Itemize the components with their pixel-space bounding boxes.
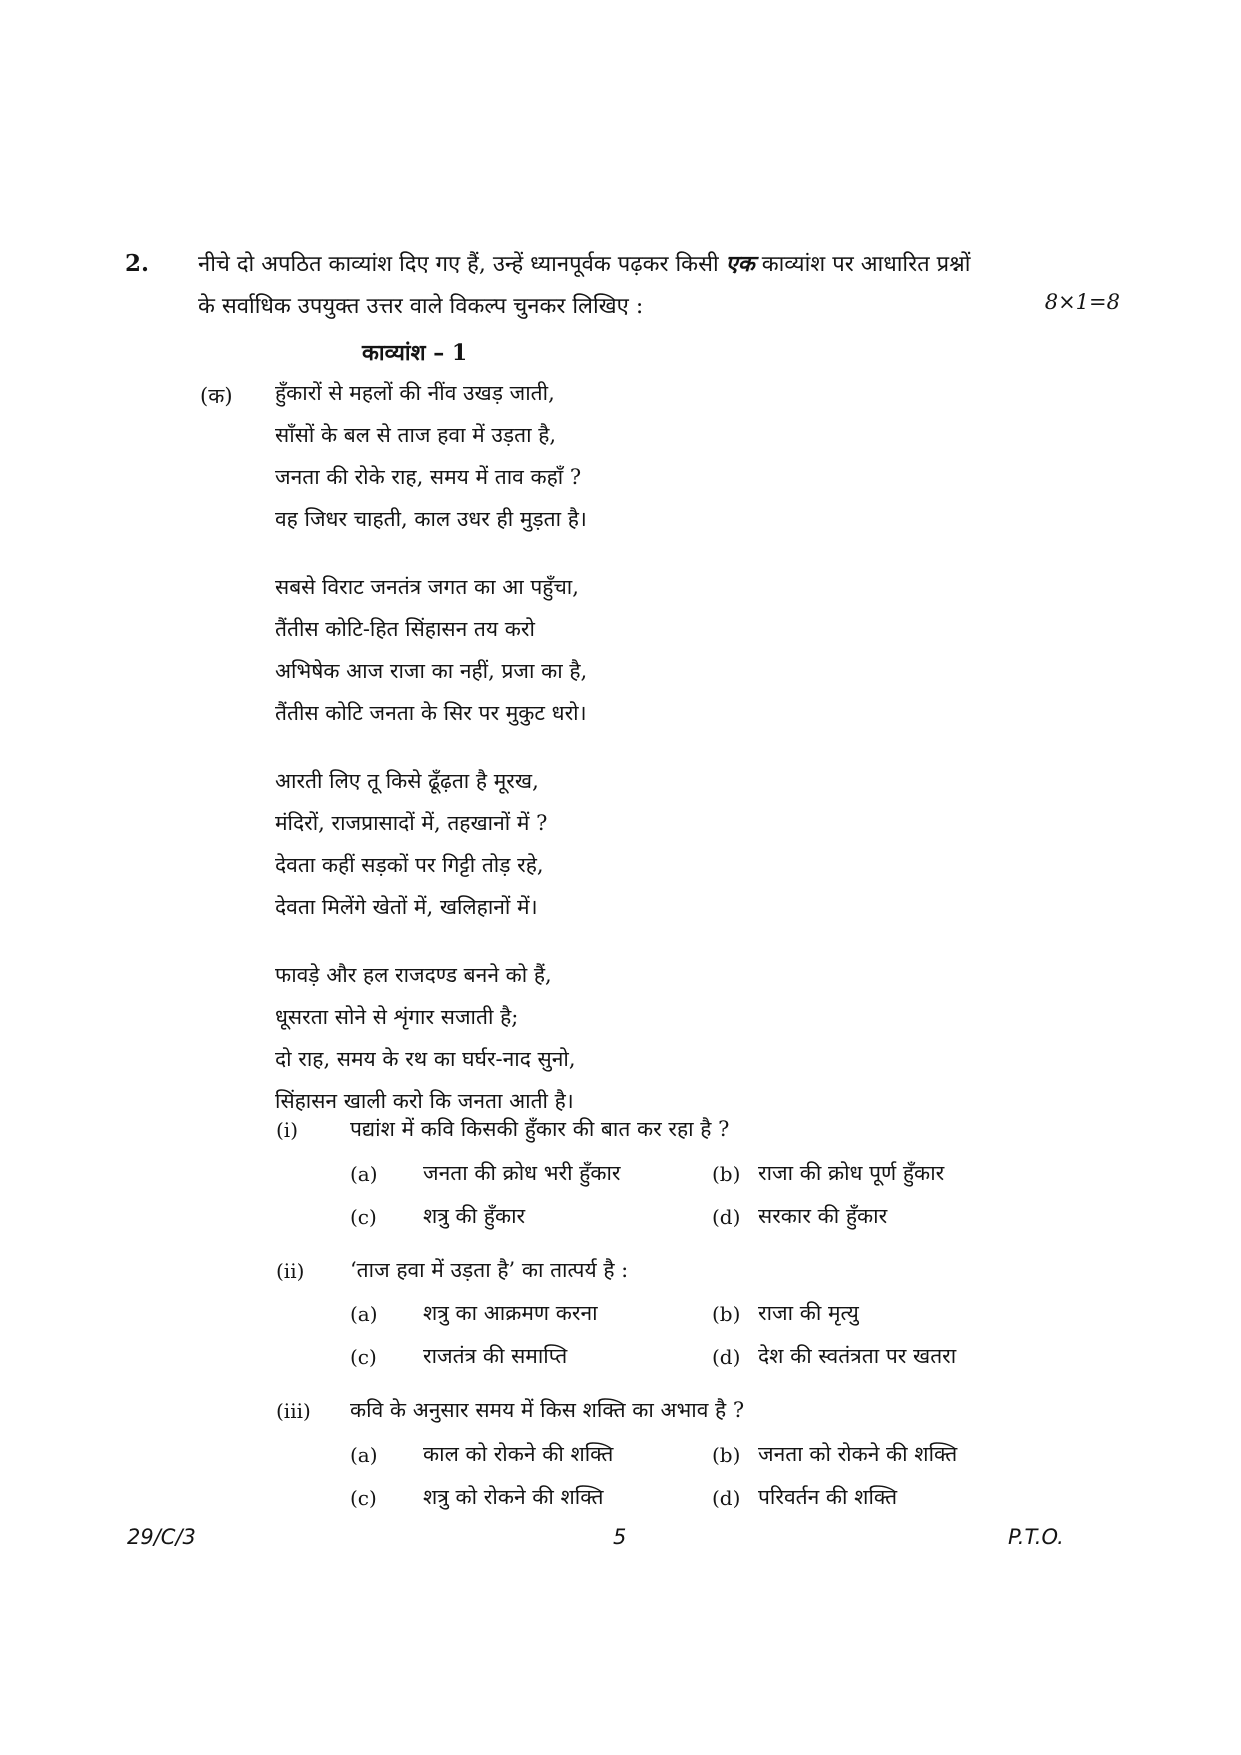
instruction-text-1: नीचे दो अपठित काव्यांश दिए गए हैं, उन्हें ध्यानपूर्वक पढ़कर किसी bbox=[198, 252, 726, 277]
instruction-line-2: के सर्वाधिक उपयुक्त उत्तर वाले विकल्प चुनकर लिखिए : bbox=[198, 294, 644, 319]
option-label: (d) bbox=[712, 1205, 741, 1229]
question-text: पद्यांश में कवि किसकी हुँकार की बात कर रहा है ? bbox=[350, 1117, 730, 1141]
question-text: कवि के अनुसार समय में किस शक्ति का अभाव है ? bbox=[350, 1398, 745, 1422]
option-label: (c) bbox=[350, 1486, 377, 1510]
question-text: ‘ताज हवा में उड़ता है’ का तात्पर्य है : bbox=[350, 1258, 629, 1282]
poem-line: फावड़े और हल राजदण्ड बनने को हैं, bbox=[275, 963, 552, 987]
poem-stanza bbox=[275, 760, 587, 928]
option-text: देश की स्वतंत्रता पर खतरा bbox=[758, 1344, 957, 1368]
option-text: काल को रोकने की शक्ति bbox=[423, 1442, 614, 1466]
option-label: (d) bbox=[712, 1345, 741, 1369]
question-label: (ii) bbox=[276, 1259, 305, 1283]
poem-line: आरती लिए तू किसे ढूँढ़ता है मूरख, bbox=[275, 769, 539, 793]
option-label: (c) bbox=[350, 1205, 377, 1229]
section-heading: काव्यांश – 1 bbox=[362, 340, 468, 366]
poem-stanza bbox=[275, 954, 587, 1122]
poem-line: धूसरता सोने से शृंगार सजाती है; bbox=[275, 1005, 519, 1029]
poem-line: दो राह, समय के रथ का घर्घर-नाद सुनो, bbox=[275, 1047, 576, 1071]
option-text: सरकार की हुँकार bbox=[758, 1204, 888, 1228]
poem-line: जनता की रोके राह, समय में ताव कहाँ ? bbox=[275, 465, 582, 489]
option-text: शत्रु का आक्रमण करना bbox=[423, 1301, 598, 1325]
poem-line: देवता कहीं सड़कों पर गिट्टी तोड़ रहे, bbox=[275, 853, 544, 877]
poem-line: वह जिधर चाहती, काल उधर ही मुड़ता है। bbox=[275, 507, 587, 531]
question-number: 2. bbox=[125, 250, 150, 277]
poem-line: सबसे विराट जनतंत्र जगत का आ पहुँचा, bbox=[275, 575, 579, 599]
poem-line: देवता मिलेंगे खेतों में, खलिहानों में। bbox=[275, 895, 538, 919]
poem-line: तैंतीस कोटि जनता के सिर पर मुकुट धरो। bbox=[275, 701, 587, 725]
option-label: (b) bbox=[712, 1302, 741, 1326]
option-text: राजा की क्रोध पूर्ण हुँकार bbox=[758, 1161, 945, 1185]
poem-line: अभिषेक आज राजा का नहीं, प्रजा का है, bbox=[275, 659, 588, 683]
subpart-label: (क) bbox=[200, 384, 233, 408]
option-text: जनता को रोकने की शक्ति bbox=[758, 1442, 958, 1466]
poem-line: सिंहासन खाली करो कि जनता आती है। bbox=[275, 1089, 574, 1113]
poem bbox=[275, 372, 587, 1148]
option-label: (c) bbox=[350, 1345, 377, 1369]
poem-stanza bbox=[275, 566, 587, 734]
option-label: (a) bbox=[350, 1162, 378, 1186]
marks-scheme: 8×1=8 bbox=[1044, 290, 1120, 314]
poem-line: हुँकारों से महलों की नींव उखड़ जाती, bbox=[275, 381, 555, 405]
option-text: राजतंत्र की समाप्ति bbox=[423, 1344, 568, 1368]
option-text: परिवर्तन की शक्ति bbox=[758, 1485, 898, 1509]
poem-line: तैंतीस कोटि-हित सिंहासन तय करो bbox=[275, 617, 535, 641]
question-label: (i) bbox=[276, 1118, 299, 1142]
option-label: (a) bbox=[350, 1443, 378, 1467]
instruction-line-1 bbox=[198, 248, 970, 278]
option-text: शत्रु को रोकने की शक्ति bbox=[423, 1485, 604, 1509]
option-label: (b) bbox=[712, 1162, 741, 1186]
pto-label: P.T.O. bbox=[1008, 1525, 1064, 1549]
option-label: (a) bbox=[350, 1302, 378, 1326]
option-label: (b) bbox=[712, 1443, 741, 1467]
option-text: शत्रु की हुँकार bbox=[423, 1204, 526, 1228]
paper-code: 29/C/3 bbox=[127, 1525, 196, 1549]
instruction-text-2: काव्यांश पर आधारित प्रश्नों bbox=[754, 252, 971, 277]
instruction-emphasis: एक bbox=[725, 251, 755, 277]
question-label: (iii) bbox=[276, 1399, 311, 1423]
page-number: 5 bbox=[613, 1525, 627, 1549]
option-text: राजा की मृत्यु bbox=[758, 1301, 859, 1325]
option-text: जनता की क्रोध भरी हुँकार bbox=[423, 1161, 621, 1185]
poem-line: साँसों के बल से ताज हवा में उड़ता है, bbox=[275, 423, 557, 447]
poem-stanza bbox=[275, 372, 587, 540]
option-label: (d) bbox=[712, 1486, 741, 1510]
poem-line: मंदिरों, राजप्रासादों में, तहखानों में ? bbox=[275, 811, 548, 835]
